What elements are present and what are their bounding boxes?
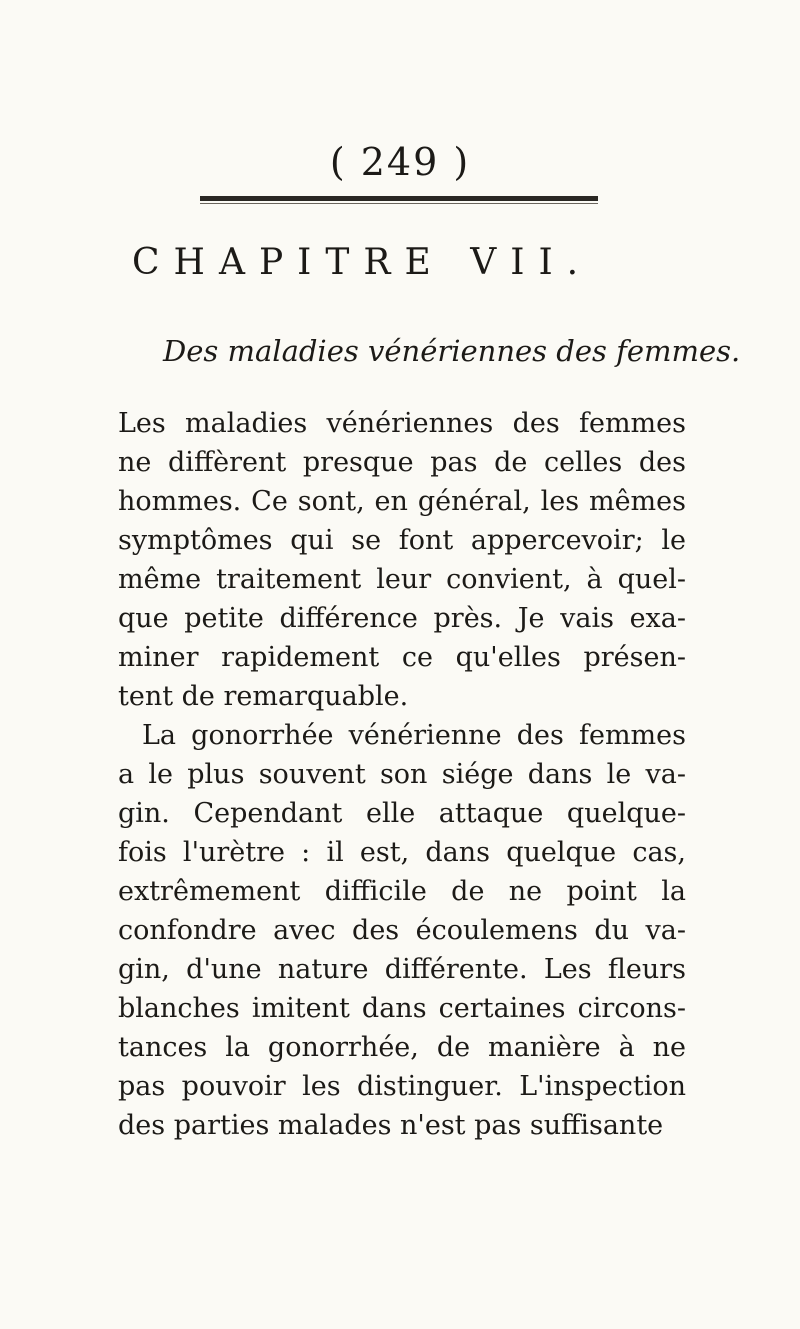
header-rule-thin: [200, 203, 598, 204]
text-line: Les maladies vénériennes des femmes: [118, 408, 686, 439]
text-line: que petite différence près. Je vais exa-: [118, 603, 686, 634]
text-line: tent de remarquable.: [118, 681, 409, 712]
text-line: même traitement leur convient, à quel-: [118, 564, 686, 595]
text-line: gin. Cependant elle attaque quelque-: [118, 798, 686, 829]
body-text: [118, 404, 686, 1145]
text-line: pas pouvoir les distinguer. L'inspection: [118, 1071, 686, 1102]
chapter-subtitle: Des maladies vénériennes des femmes.: [163, 334, 741, 368]
text-line: hommes. Ce sont, en général, les mêmes: [118, 486, 686, 517]
text-line: confondre avec des écoulemens du va-: [118, 915, 686, 946]
text-line: blanches imitent dans certaines circons-: [118, 993, 686, 1024]
text-line: symptômes qui se font appercevoir; le: [118, 525, 686, 556]
chapter-title: CHAPITRE VII.: [132, 242, 593, 283]
text-line: extrêmement difficile de ne point la: [118, 876, 686, 907]
text-line: gin, d'une nature différente. Les fleurs: [118, 954, 686, 985]
header-rule: [200, 196, 598, 201]
text-line: des parties malades n'est pas suffisante: [118, 1110, 664, 1141]
page-number: ( 249 ): [329, 140, 471, 184]
text-line: La gonorrhée vénérienne des femmes: [142, 720, 686, 751]
text-line: ne diffèrent presque pas de celles des: [118, 447, 686, 478]
text-line: fois l'urètre : il est, dans quelque cas,: [118, 837, 686, 868]
text-line: miner rapidement ce qu'elles présen-: [118, 642, 686, 673]
text-line: a le plus souvent son siége dans le va-: [118, 759, 686, 790]
text-line: tances la gonorrhée, de manière à ne: [118, 1032, 686, 1063]
